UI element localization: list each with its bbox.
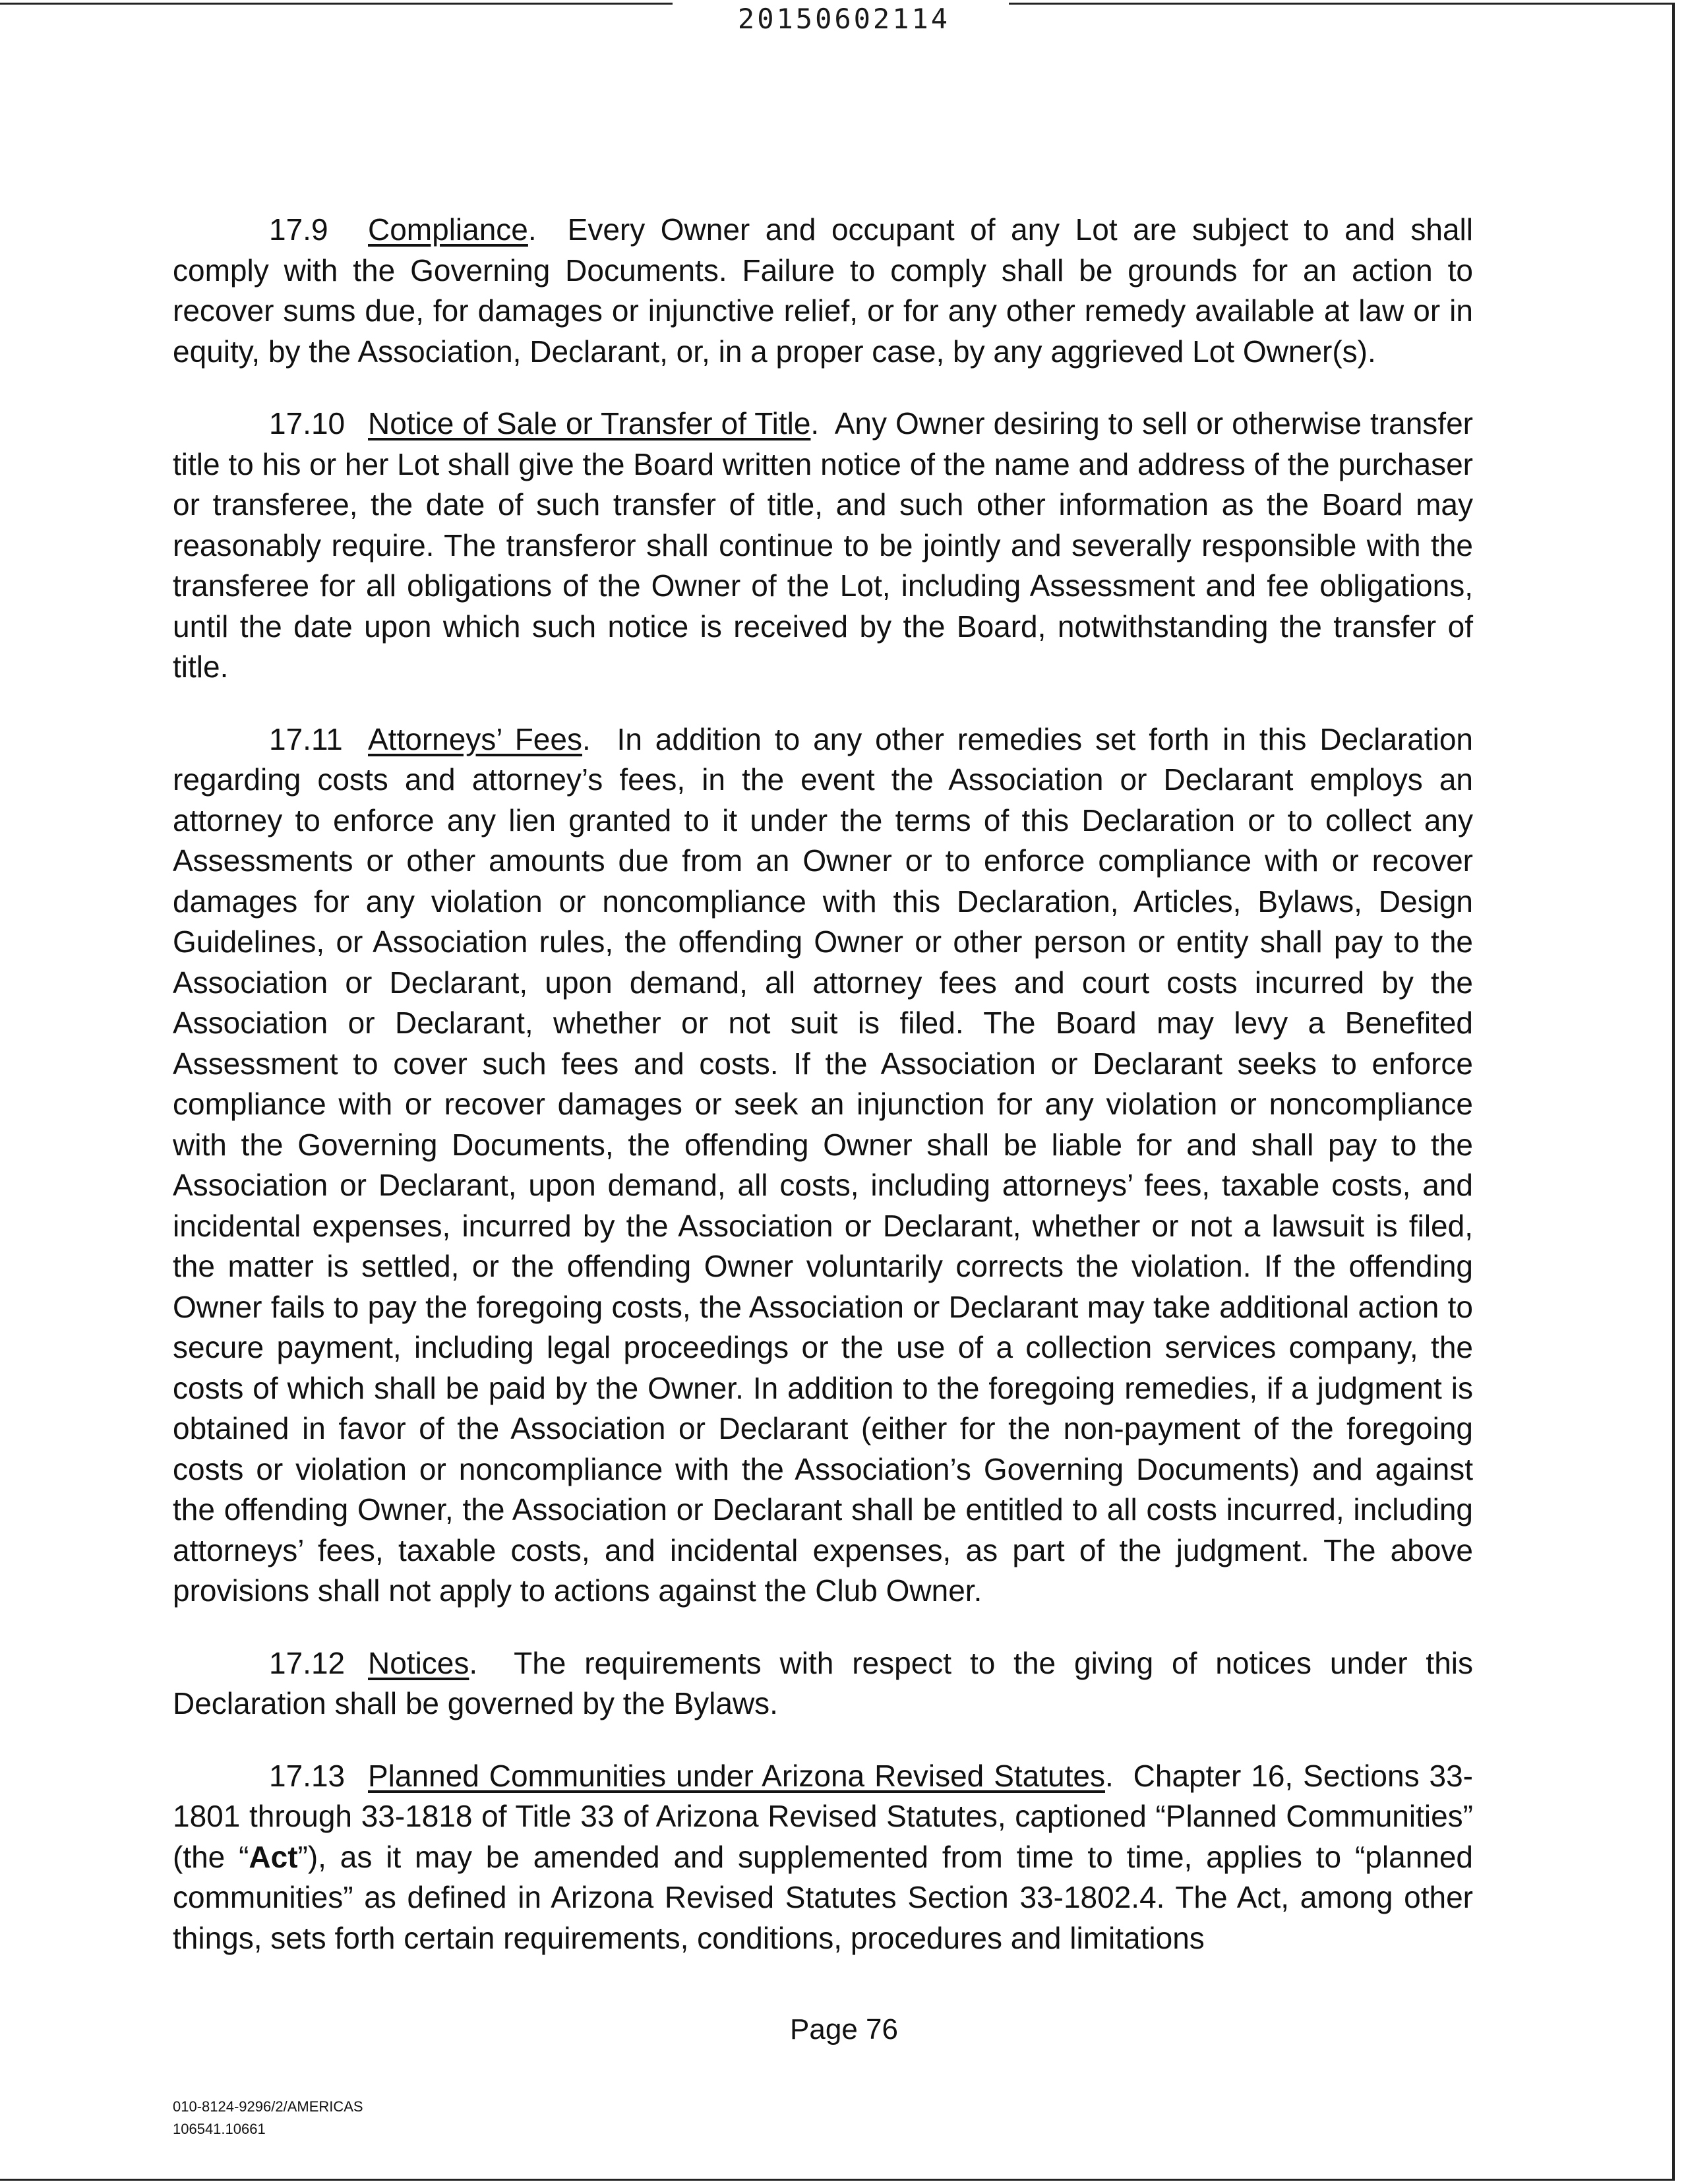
document-id-line-1: 010-8124-9296/2/AMERICAS [173,2098,363,2115]
section-text: The requirements with respect to the giving of notices under this Declaration shall be governed by the Bylaws. [173,1645,1474,1720]
section-text: Chapter 16, Sections 33-1801 through 33-1818 of Title 33 of Arizona Revised Statutes, captioned “Planned Communities” (the “ [173,1758,1473,1874]
section-17-11: 17.11 Attorneys’ Fees. In addition to any other remedies set forth in this Declaration regarding costs and attorney’s fees, in the event the Association or Declarant employs an attorney to enforce any lien granted to it under the terms of this Declaration or to collect any Assessments or other amounts due from an Owner or to enforce compliance with or recover damages for any violation or noncompliance with this Declaration, Articles, Bylaws, Design Guidelines, or Association rules, the offending Owner or other person or entity shall pay to the Association or Declarant, upon demand, all attorney fees and court costs incurred by the Association or Declarant, whether or not suit is filed. The Board may levy a Benefited Assessment to cover such fees and costs. If the Association or Declarant seeks to enforce compliance with or recover damages or seek an injunction for any violation or noncompliance with the Governing Documents, the offending Owner shall be liable for and shall pay to the Association or Declarant, upon demand, all costs, including attorneys’ fees, taxable costs, and incidental expenses, incurred by the Association or Declarant, whether or not a lawsuit is filed, the matter is settled, or the offending Owner voluntarily corrects the violation. If the offending Owner fails to pay the foregoing costs, the Association or Declarant may take additional action to secure payment, including legal proceedings or the use of a collection services company, the costs of which shall be paid by the Owner. In addition to the foregoing remedies, if a judgment is obtained in favor of the Association or Declarant (either for the non-payment of the foregoing costs or violation or noncompliance with the Association’s Governing Documents) and against the offending Owner, the Association or Declarant shall be entitled to all costs incurred, including attorneys’ fees, taxable costs, and incidental expenses, as part of the judgment. The above provisions shall not apply to actions against the Club Owner. [173,719,1473,1612]
section-17-12: 17.12 Notices. The requirements with respect to the giving of notices under this Declaration shall be governed by the Bylaws. [173,1643,1473,1724]
section-number: 17.13 [269,1758,346,1793]
scan-border-bottom [0,2179,1675,2181]
section-17-13: 17.13 Planned Communities under Arizona Revised Statutes. Chapter 16, Sections 33-1801 through 33-1818 of Title 33 of Arizona Revised Statutes, captioned “Planned Communities” (the “Act”), as it may be amended and supplemented from time to time, applies to “planned communities” as defined in Arizona Revised Statutes Section 33-1802.4. The Act, among other things, sets forth certain requirements, conditions, procedures and limitations [173,1756,1473,1959]
section-number: 17.9 [269,212,328,247]
document-body [173,210,1473,1990]
defined-term-act: Act [249,1839,298,1874]
document-id [173,2096,363,2140]
section-text: In addition to any other remedies set forth in this Declaration regarding costs and attorney’s fees, in the event the Association or Declarant employs an attorney to enforce any lien granted to it under the terms of this Declaration or to collect any Assessments or other amounts due from an Owner or to enforce compliance with or recover damages for any violation or noncompliance with this Declaration, Articles, Bylaws, Design Guidelines, or Association rules, the offending Owner or other person or entity shall pay to the Association or Declarant, upon demand, all attorney fees and court costs incurred by the Association or Declarant, whether or not suit is filed. The Board may levy a Benefited Assessment to cover such fees and costs. If the Association or Declarant seeks to enforce compliance with or recover damages or seek an injunction for any violation or noncompliance with the Governing Documents, the offending Owner shall be liable for and shall pay to the Association or Declarant, upon demand, all costs, including attorneys’ fees, taxable costs, and incidental expenses, incurred by the Association or Declarant, whether or not a lawsuit is filed, the matter is settled, or the offending Owner voluntarily corrects the violation. If the offending Owner fails to pay the foregoing costs, the Association or Declarant may take additional action to secure payment, including legal proceedings or the use of a collection services company, the costs of which shall be paid by the Owner. In addition to the foregoing remedies, if a judgment is obtained in favor of the Association or Declarant (either for the non-payment of the foregoing costs or violation or noncompliance with the Association’s Governing Documents) and against the offending Owner, the Association or Declarant shall be entitled to all costs incurred, including attorneys’ fees, taxable costs, and incidental expenses, as part of the judgment. The above provisions shall not apply to actions against the Club Owner. [173,721,1473,1608]
section-heading: Attorneys’ Fees [368,721,582,756]
page-number: Page 76 [790,2013,898,2046]
section-heading: Notice of Sale or Transfer of Title [368,406,811,440]
section-heading: Compliance [368,212,528,247]
section-17-10: 17.10 Notice of Sale or Transfer of Title. Any Owner desiring to sell or otherwise transfer title to his or her Lot shall give the Board written notice of the name and address of the purchaser or transferee, the date of such transfer of title, and such other information as the Board may reasonably require. The transferor shall continue to be jointly and severally responsible with the transferee for all obligations of the Owner of the Lot, including Assessment and fee obligations, until the date upon which such notice is received by the Board, notwithstanding the transfer of title. [173,404,1473,688]
section-number: 17.12 [269,1645,346,1680]
section-text: Every Owner and occupant of any Lot are subject to and shall comply with the Governing Documents. Failure to comply shall be grounds for an action to recover sums due, for damages or injunctive relief, or for any other remedy available at law or in equity, by the Association, Declarant, or, in a proper case, by any aggrieved Lot Owner(s). [173,212,1473,369]
section-number: 17.11 [269,721,343,756]
scan-border-right [1672,3,1675,2179]
section-text: Any Owner desiring to sell or otherwise transfer title to his or her Lot shall give the Board written notice of the name and address of the purchaser or transferee, the date of such transfer of title, and such other information as the Board may reasonably require. The transferor shall continue to be jointly and severally responsible with the transferee for all obligations of the Owner of the Lot, including Assessment and fee obligations, until the date upon which such notice is received by the Board, notwithstanding the transfer of title. [173,406,1473,684]
document-id-line-2: 106541.10661 [173,2121,266,2137]
section-17-9: 17.9 Compliance. Every Owner and occupant of any Lot are subject to and shall comply with the Governing Documents. Failure to comply shall be grounds for an action to recover sums due, for damages or injunctive relief, or for any other remedy available at law or in equity, by the Association, Declarant, or, in a proper case, by any aggrieved Lot Owner(s). [173,210,1473,372]
section-heading: Planned Communities under Arizona Revised Statutes [368,1758,1105,1793]
recording-number: 20150602114 [737,3,951,35]
section-number: 17.10 [269,406,346,440]
section-heading: Notices [368,1645,469,1680]
section-text-continued: ”), as it may be amended and supplemented from time to time, applies to “planned communities” as defined in Arizona Revised Statutes Section 33-1802.4. The Act, among other things, sets forth certain requirements, conditions, procedures and limitations [173,1839,1473,1955]
